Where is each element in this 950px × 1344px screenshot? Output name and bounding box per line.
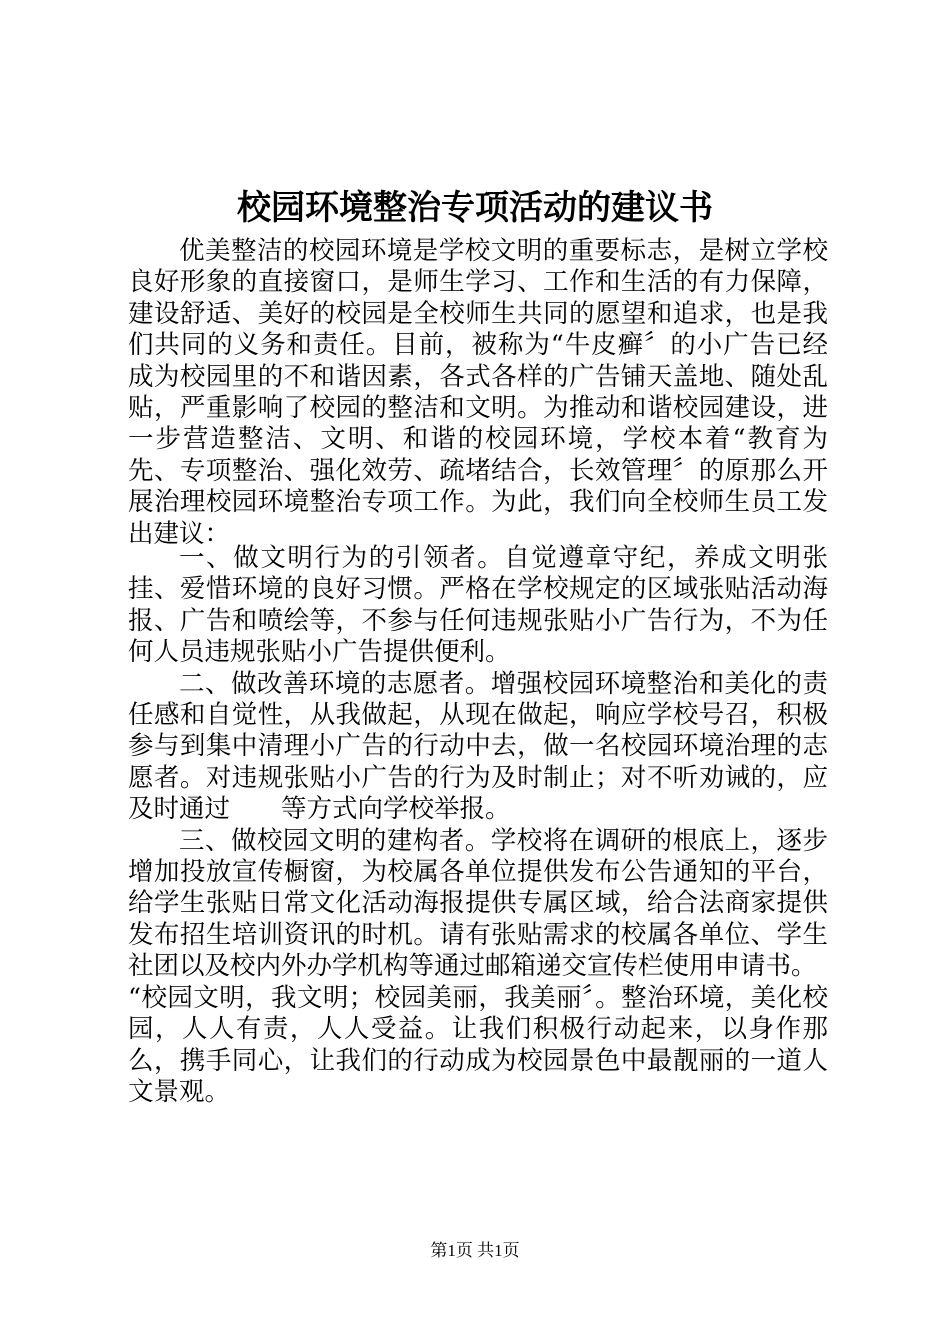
document-title: 校园环境整治专项活动的建议书	[237, 188, 713, 228]
intro-paragraph: 优美整洁的校园环境是学校文明的重要标志，是树立学校良好形象的直接窗口，是师生学习、工作和生活的有力保障，建设舒适、美好的校园是全校师生共同的愿望和追求，也是我们共同的义务和责任。目前，被称为“牛皮癣〞的小广告已经成为校园里的不和谐因素，各式各样的广告铺天盖地、随处乱贴，严重影响了校园的整洁和文明。为推动和谐校园建设，进一步营造整洁、文明、和谐的校园环境，学校本着“教育为先、专项整治、强化效劳、疏堵结合，长效管理〞的原那么开展治理校园环境整治专项工作。为此，我们向全校师生员工发出建议：	[128, 236, 828, 549]
proposal-item-1: 一、做文明行为的引领者。自觉遵章守纪，养成文明张挂、爱惜环境的良好习惯。严格在学校规定的区域张贴活动海报、广告和喷绘等，不参与任何违规张贴小广告行为，不为任何人员违规张贴小广告提供便利。	[128, 543, 828, 668]
proposal-item-3: 三、做校园文明的建构者。学校将在调研的根底上，逐步增加投放宣传橱窗，为校属各单位提供发布公告通知的平台，给学生张贴日常文化活动海报提供专属区域，给合法商家提供发布招生培训资讯的时机。请有张贴需求的校属各单位、学生社团以及校内外办学机构等通过邮箱递交宣传栏使用申请书。	[128, 825, 828, 982]
proposal-items	[128, 543, 828, 1108]
closing-paragraph: “校园文明，我文明；校园美丽，我美丽〞。整治环境，美化校园，人人有责，人人受益。让我们积极行动起来，以身作那么，携手同心，让我们的行动成为校园景色中最靓丽的一道人文景观。	[128, 982, 828, 1107]
page-footer: 第1页 共1页	[430, 1241, 520, 1260]
proposal-item-2: 二、做改善环境的志愿者。增强校园环境整治和美化的责任感和自觉性，从我做起，从现在做起，响应学校号召，积极参与到集中清理小广告的行动中去，做一名校园环境治理的志愿者。对违规张贴小广告的行为及时制止；对不听劝诫的，应及时通过 等方式向学校举报。	[128, 668, 828, 825]
intro-section	[128, 236, 828, 550]
